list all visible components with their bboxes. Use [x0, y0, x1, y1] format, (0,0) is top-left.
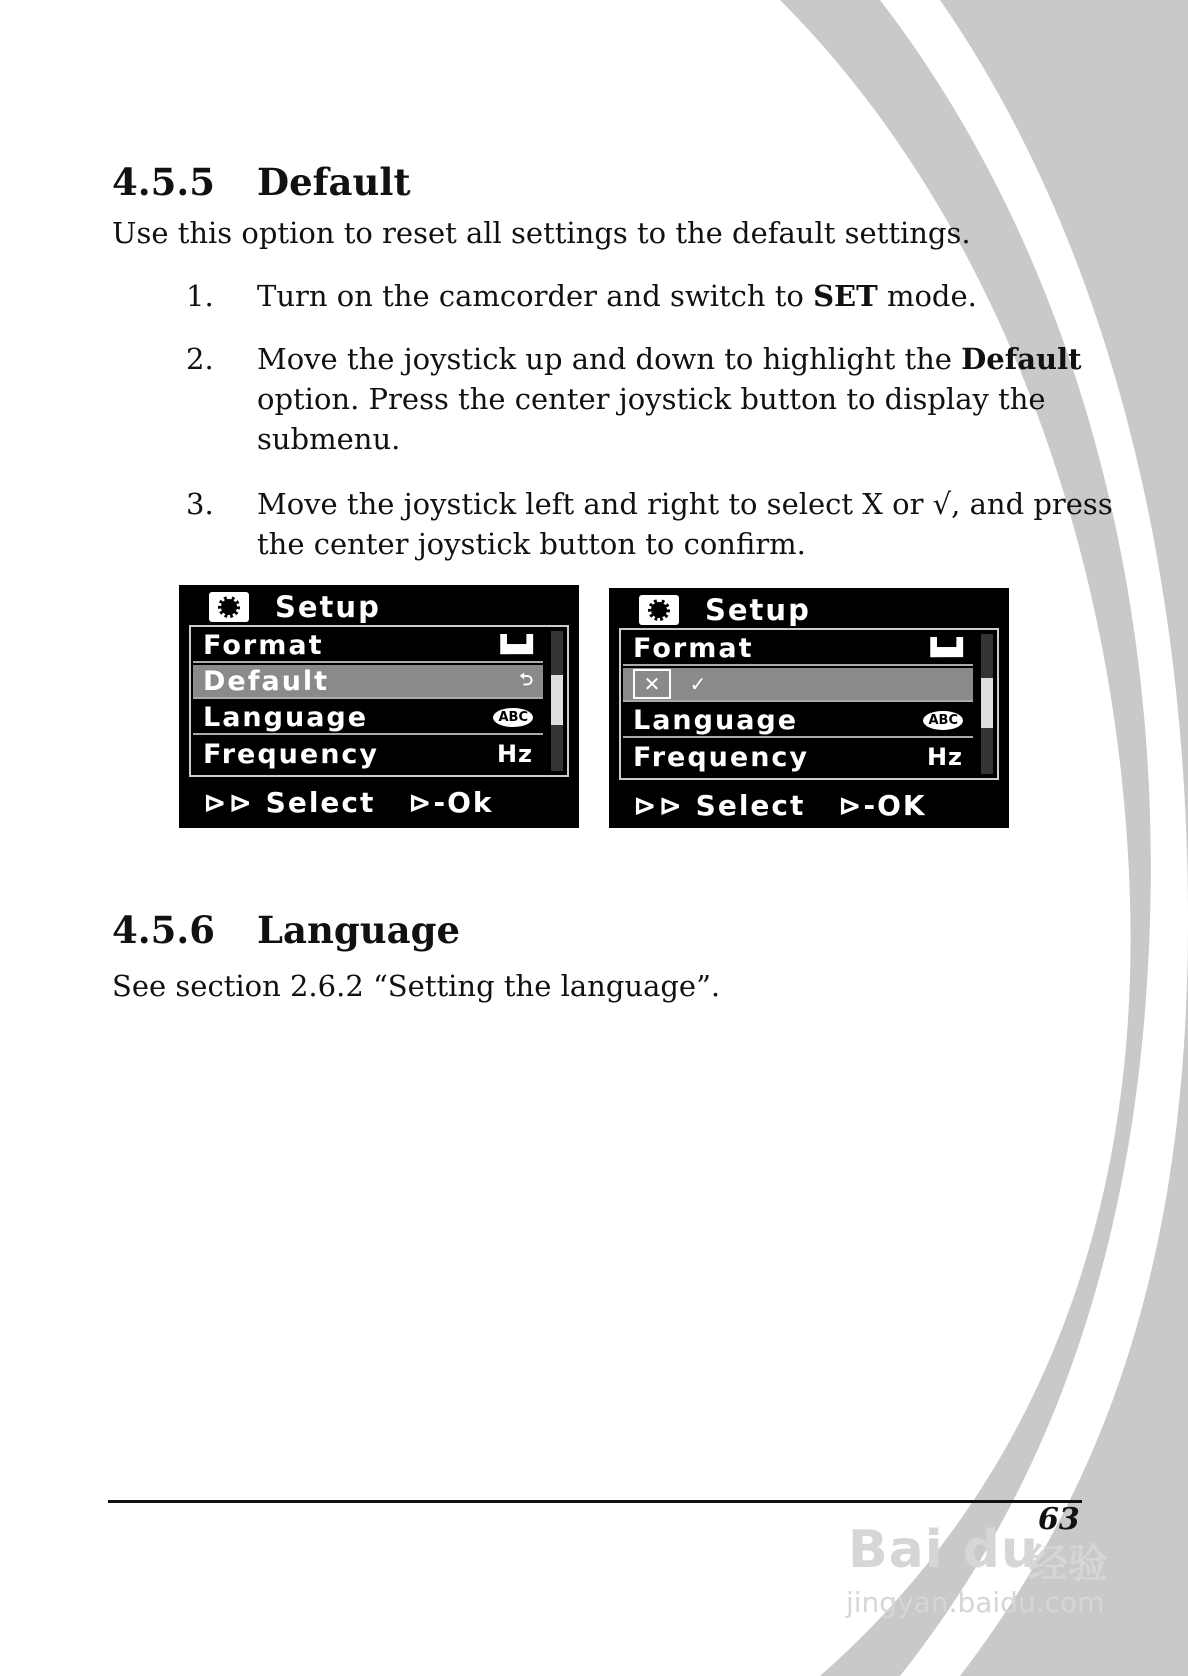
abc-icon: ABC [923, 711, 963, 730]
section-number: 4.5.6 [112, 908, 215, 952]
section-number: 4.5.5 [112, 160, 215, 204]
lcd-screen-default-confirm [609, 588, 1009, 828]
menu-item-language: Language ABC [623, 704, 973, 738]
menu-item-frequency: Frequency Hz [633, 741, 963, 773]
abc-icon: ABC [493, 708, 533, 727]
menu-item-language: Language ABC [193, 701, 543, 735]
hz-icon: Hz [926, 743, 963, 771]
ok-hint: ⊳-Ok [408, 785, 494, 819]
watermark [838, 1498, 1118, 1618]
reset-icon: ⮌ [519, 669, 533, 690]
format-icon: ▐▄▟ [923, 638, 963, 658]
hz-icon: Hz [496, 740, 533, 768]
intro-text: Use this option to reset all settings to the default settings. [112, 216, 971, 250]
section-title: Language [257, 908, 461, 952]
section-heading-default [112, 160, 411, 204]
step-text: Turn on the camcorder and switch to SET mode. [257, 279, 977, 313]
format-icon: ▐▄▟ [493, 635, 533, 655]
step-number: 2. [186, 342, 214, 376]
watermark-logo: Bai du [848, 1520, 1039, 1580]
step-text: Move the joystick left and right to select X or √, and press the center joystick button to confirm. [257, 487, 1113, 561]
scrollbar [551, 631, 563, 771]
select-hint: ⊳⊳ Select [633, 788, 806, 822]
lcd-header-label: Setup [705, 593, 811, 627]
watermark-url: jingyan.baidu.com [846, 1586, 1105, 1619]
menu-item-default: Default ⮌ [193, 665, 543, 699]
menu-item-default-choice [623, 668, 973, 702]
lcd-header [639, 592, 811, 628]
lcd-screen-setup-menu [179, 585, 579, 828]
step-number: 3. [186, 487, 214, 521]
cancel-x-icon: ✕ [633, 669, 671, 699]
scrollbar [981, 634, 993, 774]
lcd-footer [203, 785, 563, 819]
language-text: See section 2.6.2 “Setting the language”. [112, 969, 721, 1003]
lcd-header-label: Setup [275, 590, 381, 624]
menu-item-frequency: Frequency Hz [203, 738, 533, 770]
lcd-menu-list [619, 628, 999, 780]
menu-item-format: Format ▐▄▟ [623, 632, 973, 666]
section-title: Default [257, 160, 411, 204]
gear-icon [209, 592, 249, 622]
confirm-check-icon: ✓ [689, 672, 707, 696]
section-heading-language [112, 908, 460, 952]
page-number: 63 [1038, 1502, 1080, 1537]
step-number: 1. [186, 279, 214, 313]
gear-icon [639, 595, 679, 625]
lcd-footer [633, 788, 993, 822]
menu-item-format: Format ▐▄▟ [193, 629, 543, 663]
ok-hint: ⊳-OK [838, 788, 927, 822]
lcd-menu-list [189, 625, 569, 777]
step-text: Move the joystick up and down to highlight the Default option. Press the center joystick button to display the submenu. [257, 342, 1082, 456]
watermark-cn: 经验 [1028, 1541, 1108, 1587]
lcd-header [209, 589, 381, 625]
select-hint: ⊳⊳ Select [203, 785, 376, 819]
